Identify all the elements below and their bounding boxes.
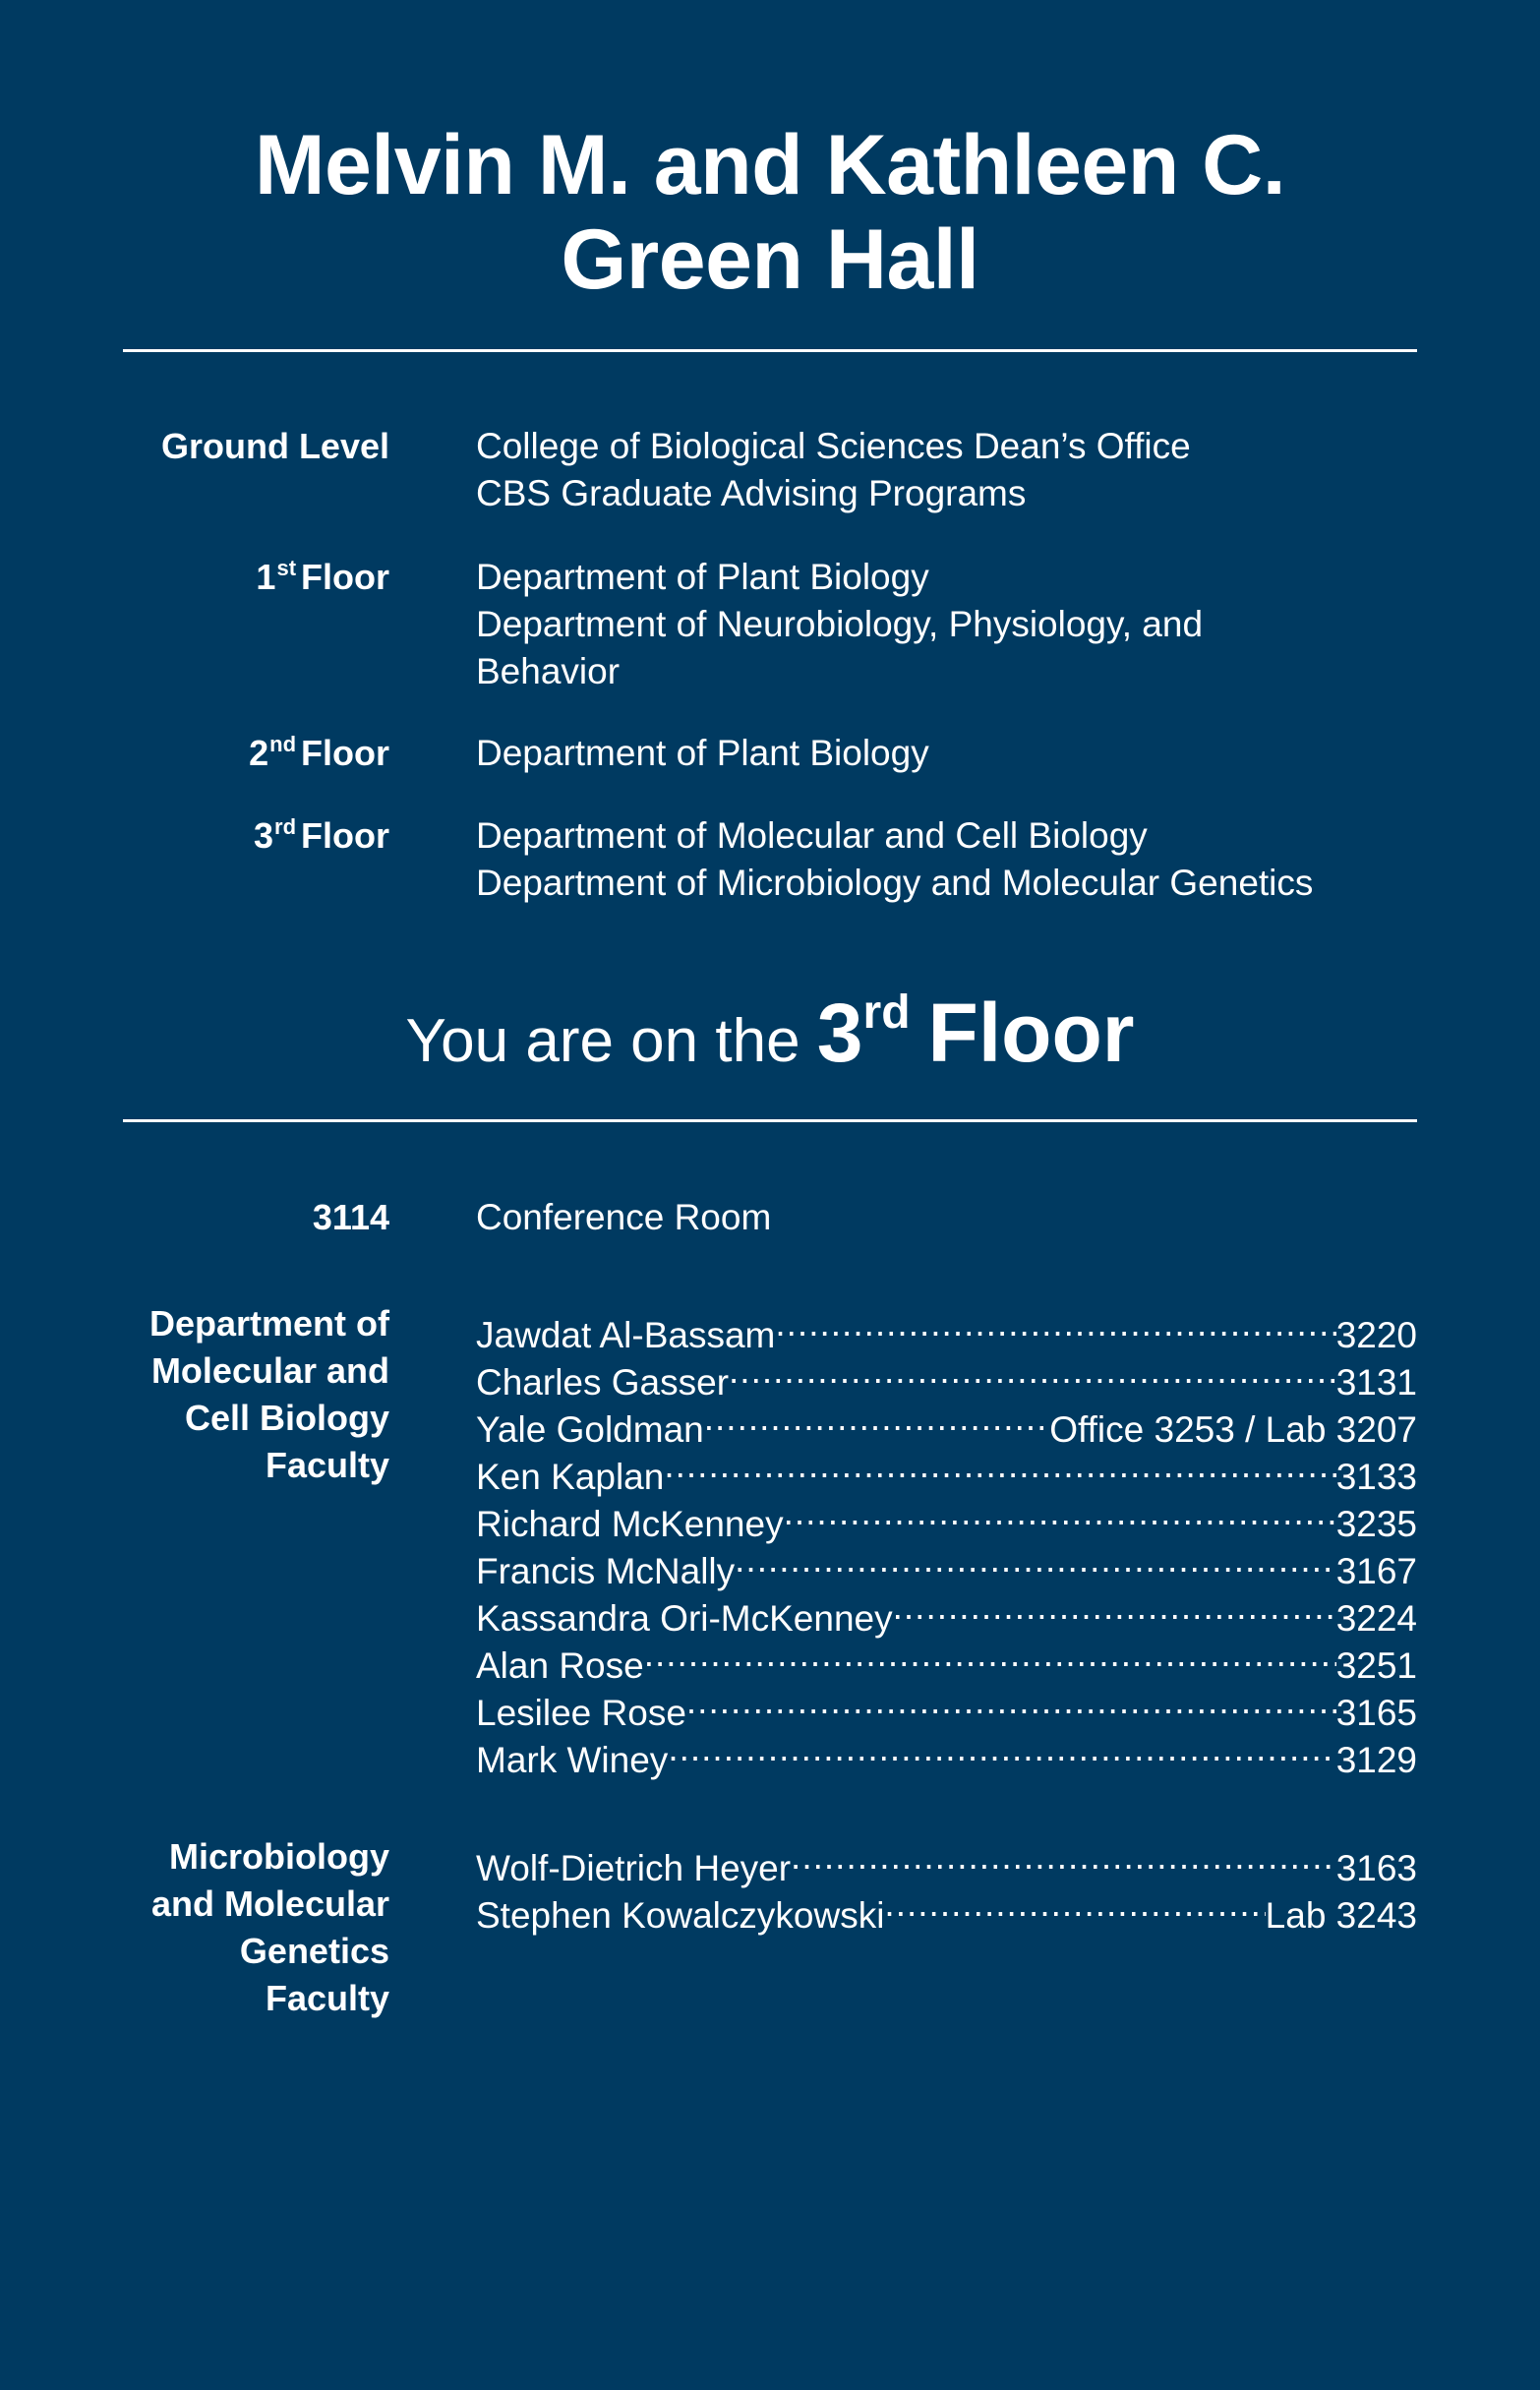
room-name: Conference Room [476,1197,772,1237]
faculty-row: Wolf-Dietrich Heyer ..... 3163 [476,1833,1417,1881]
faculty-row: Stephen Kowalczykowski ..... Lab 3243 [476,1881,1417,1928]
current-floor-prefix: You are on the [405,1007,800,1075]
faculty-row: Mark Winey ..... 3129 [476,1725,1417,1772]
occupant-line: Department of Molecular and Cell Biology [476,815,1148,856]
department-label: Microbiology and Molecular Genetics Faculty [150,1836,389,2018]
faculty-row: Francis McNally ..... 3167 [476,1536,1417,1583]
occupant-line: Behavior [476,651,621,691]
floor-label: Ground Level [160,426,389,466]
occupant-line: CBS Graduate Advising Programs [476,473,1027,513]
occupant-line: Department of Plant Biology [476,557,929,597]
floor-occupants [476,423,1420,517]
floor-label: 1st Floor [256,556,389,597]
faculty-row: Ken Kaplan ..... 3133 [476,1442,1417,1489]
top-divider [123,349,1417,352]
floor-occupants [476,554,1420,695]
current-floor-indicator [0,984,1540,1096]
faculty-row: Kassandra Ori-McKenney ..... 3224 [476,1583,1417,1631]
building-title-line-1: Melvin M. and Kathleen C. [254,118,1286,212]
faculty-row: Charles Gasser ..... 3131 [476,1347,1417,1395]
faculty-list [476,1833,1417,1936]
floor-label: 3rd Floor [253,814,389,856]
department-label: Department of Molecular and Cell Biology Faculty [148,1303,389,1485]
occupant-line: Department of Neurobiology, Physiology, and [476,604,1204,644]
room-number: 3114 [312,1197,389,1237]
middle-divider [123,1119,1417,1122]
faculty-row: Jawdat Al-Bassam ..... 3220 [476,1300,1417,1347]
occupant-line: Department of Plant Biology [476,733,929,773]
faculty-row: Lesilee Rose ..... 3165 [476,1678,1417,1725]
faculty-row: Alan Rose ..... 3251 [476,1631,1417,1678]
occupant-line: Department of Microbiology and Molecular Genetics [476,863,1314,903]
floor-label: 2nd Floor [249,732,389,773]
faculty-row: Yale Goldman ..... Office 3253 / Lab 3207 [476,1395,1417,1442]
occupant-line: College of Biological Sciences Dean’s Office [476,426,1191,466]
faculty-list [476,1300,1417,1780]
building-title-line-2: Green Hall [561,212,979,307]
floor-occupants [476,812,1420,907]
building-title [0,118,1540,307]
faculty-row: Richard McKenney ..... 3235 [476,1489,1417,1536]
floor-occupants [476,730,1420,777]
current-floor-value: 3rd Floor [816,986,1135,1079]
